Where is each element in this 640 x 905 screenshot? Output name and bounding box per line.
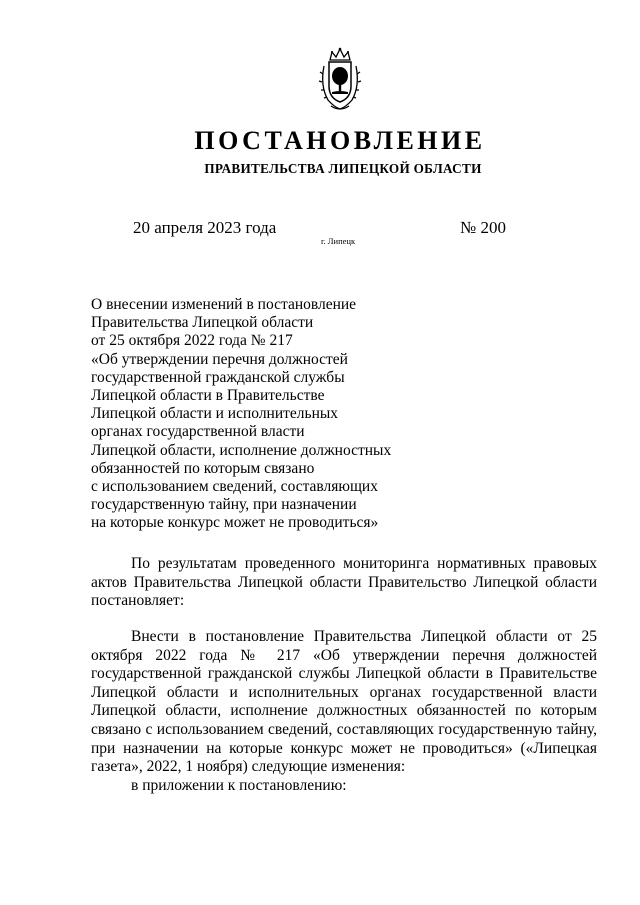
body-paragraph-amendment: Внести в постановление Правительства Липецкой области от 25 октября 2022 года № 217 «Об утверждении перечня должностей государственной гражданской службы Липецкой области в Правительстве Липецкой области и исполнительных органах государственной власти Липецкой области, исполнение должностных обязанностей по которым связано с использованием сведений, составляющих государственную тайну, при назначении на которые конкурс может не проводиться» («Липецкая газета», 2022, 1 ноября) следующие изменения: — [91, 628, 597, 776]
document-date: 20 апреля 2023 года — [133, 218, 277, 237]
lipetsk-coat-of-arms-icon — [318, 46, 362, 112]
subject-line: на которые конкурс может не проводиться» — [91, 514, 379, 532]
document-subject — [91, 296, 411, 533]
subject-line: от 25 октября 2022 года № 217 — [91, 332, 293, 350]
subject-line: государственную тайну, при назначении — [91, 496, 357, 514]
subject-line: «Об утверждении перечня должностей — [91, 350, 348, 368]
document-number: № 200 — [460, 218, 506, 237]
subject-line: Правительства Липецкой области — [91, 314, 314, 332]
subject-line: государственной гражданской службы — [91, 368, 345, 386]
document-title: ПОСТАНОВЛЕНИЕ — [194, 126, 486, 155]
subject-line: органах государственной власти — [91, 423, 305, 441]
subject-line: Липецкой области и исполнительных — [91, 405, 339, 423]
subject-line: Липецкой области, исполнение должностных — [91, 441, 392, 459]
subject-line: обязанностей по которым связано — [91, 459, 315, 477]
subject-line: с использованием сведений, составляющих — [91, 478, 378, 496]
document-subtitle: ПРАВИТЕЛЬСТВА ЛИПЕЦКОЙ ОБЛАСТИ — [204, 161, 482, 176]
body-paragraph-appendix: в приложении к постановлению: — [131, 777, 347, 794]
document-city: г. Липецк — [321, 236, 356, 246]
subject-line: О внесении изменений в постановление — [91, 296, 357, 313]
body-paragraph-preamble: По результатам проведенного мониторинга нормативных правовых актов Правительства Липецкой области Правительство Липецкой области постановляет: — [91, 555, 597, 610]
subject-line: Липецкой области в Правительстве — [91, 387, 325, 405]
